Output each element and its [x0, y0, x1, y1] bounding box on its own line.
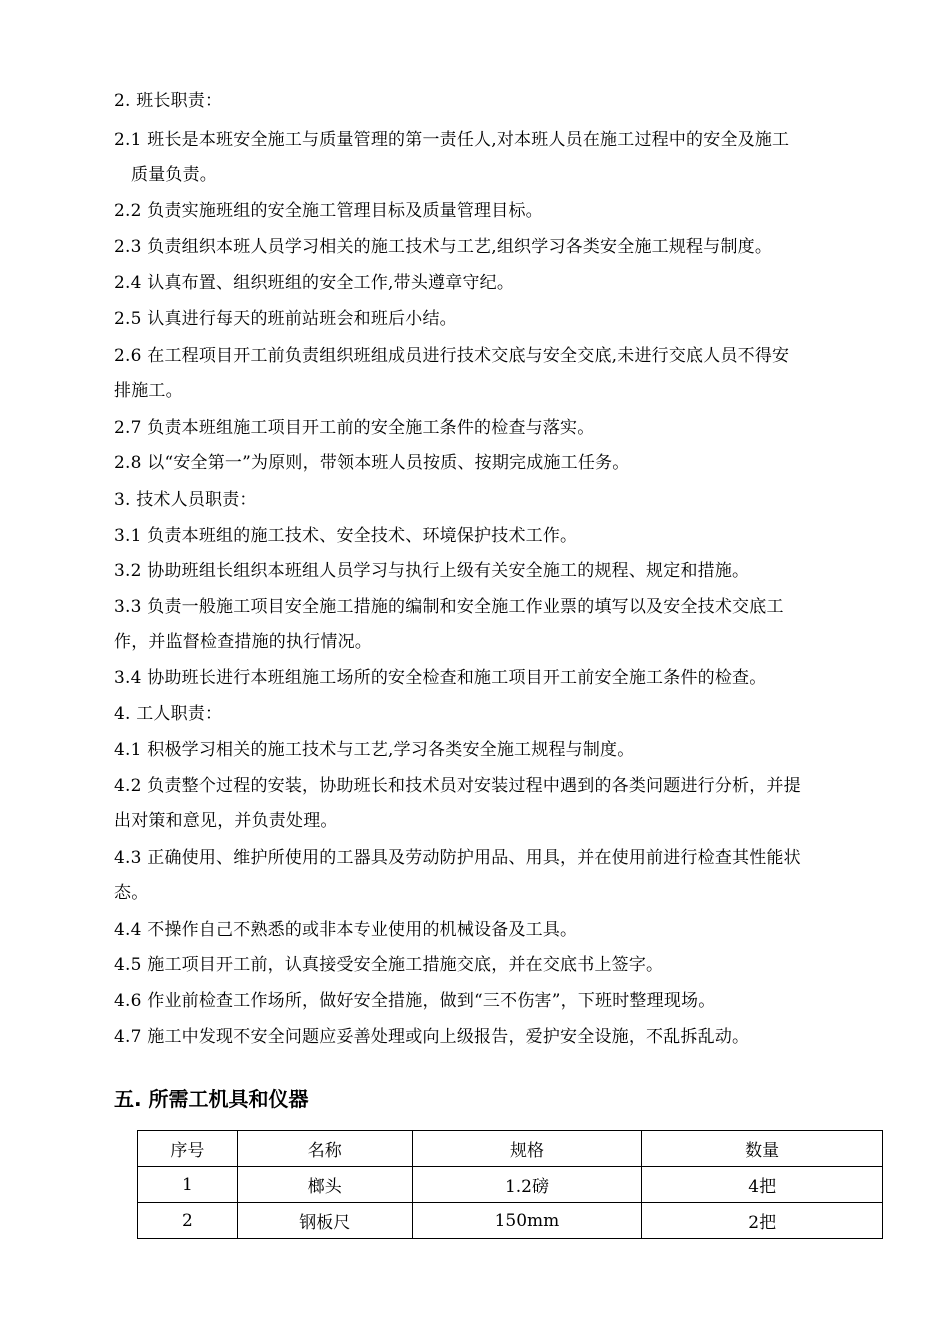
- table-cell: 2把: [642, 1203, 883, 1239]
- text-line: 4.1 积极学习相关的施工技术与工艺,学习各类安全施工规程与制度。: [114, 740, 635, 760]
- table-row: [138, 1203, 883, 1239]
- table-cell: 钢板尺: [237, 1203, 412, 1239]
- text-line: 3.3 负责一般施工项目安全施工措施的编制和安全施工作业票的填写以及安全技术交底工: [114, 597, 784, 617]
- text-line: 态。: [114, 883, 149, 903]
- text-line: 2.5 认真进行每天的班前站班会和班后小结。: [114, 309, 457, 329]
- text-line: 4.4 不操作自己不熟悉的或非本专业使用的机械设备及工具。: [114, 920, 578, 940]
- text-line: 2.1 班长是本班安全施工与质量管理的第一责任人,对本班人员在施工过程中的安全及施工: [114, 130, 790, 150]
- table-header-row: [138, 1131, 883, 1167]
- text-line: 4.5 施工项目开工前，认真接受安全施工措施交底，并在交底书上签字。: [114, 955, 664, 975]
- text-line: 3.2 协助班组长组织本班组人员学习与执行上级有关安全施工的规程、规定和措施。: [114, 561, 750, 581]
- table-cell: 榔头: [237, 1167, 412, 1203]
- text-line: 4.3 正确使用、维护所使用的工器具及劳动防护用品、用具，并在使用前进行检查其性能状: [114, 848, 801, 868]
- text-line: 3.4 协助班长进行本班组施工场所的安全检查和施工项目开工前安全施工条件的检查。: [114, 668, 767, 688]
- table-row: [138, 1167, 883, 1203]
- text-line: 4.6 作业前检查工作场所，做好安全措施，做到“三不伤害”，下班时整理现场。: [114, 991, 716, 1011]
- table-cell: 1: [138, 1167, 238, 1203]
- text-line: 2.3 负责组织本班人员学习相关的施工技术与工艺,组织学习各类安全施工规程与制度。: [114, 237, 773, 257]
- section-title: 五. 所需工机具和仪器: [114, 1087, 309, 1111]
- table-cell: 2: [138, 1203, 238, 1239]
- text-line: 2.2 负责实施班组的安全施工管理目标及质量管理目标。: [114, 201, 543, 221]
- tools-table: [137, 1130, 883, 1239]
- text-line: 作，并监督检查措施的执行情况。: [114, 632, 372, 652]
- text-line: 出对策和意见，并负责处理。: [114, 811, 338, 831]
- table-cell: 4把: [642, 1167, 883, 1203]
- text-line: 2.8 以“安全第一”为原则，带领本班人员按质、按期完成施工任务。: [114, 453, 630, 473]
- table-header-cell: 数量: [642, 1131, 883, 1167]
- text-line: 4.7 施工中发现不安全问题应妥善处理或向上级报告，爱护安全设施，不乱拆乱动。: [114, 1027, 750, 1047]
- text-line: 排施工。: [114, 381, 183, 401]
- text-line: 2.6 在工程项目开工前负责组织班组成员进行技术交底与安全交底,未进行交底人员不得安: [114, 346, 790, 366]
- table-cell: 1.2磅: [412, 1167, 642, 1203]
- text-line: 4. 工人职责：: [114, 704, 223, 724]
- text-line: 3. 技术人员职责：: [114, 490, 257, 510]
- text-line: 2.7 负责本班组施工项目开工前的安全施工条件的检查与落实。: [114, 418, 595, 438]
- text-line: 2.4 认真布置、组织班组的安全工作,带头遵章守纪。: [114, 273, 515, 293]
- table-cell: 150mm: [412, 1203, 642, 1239]
- table-header-cell: 序号: [138, 1131, 238, 1167]
- text-line: 质量负责。: [131, 165, 217, 185]
- table-header-cell: 名称: [237, 1131, 412, 1167]
- text-line: 2. 班长职责：: [114, 91, 223, 111]
- text-line: 4.2 负责整个过程的安装，协助班长和技术员对安装过程中遇到的各类问题进行分析，并提: [114, 776, 801, 796]
- table-header-cell: 规格: [412, 1131, 642, 1167]
- text-line: 3.1 负责本班组的施工技术、安全技术、环境保护技术工作。: [114, 526, 578, 546]
